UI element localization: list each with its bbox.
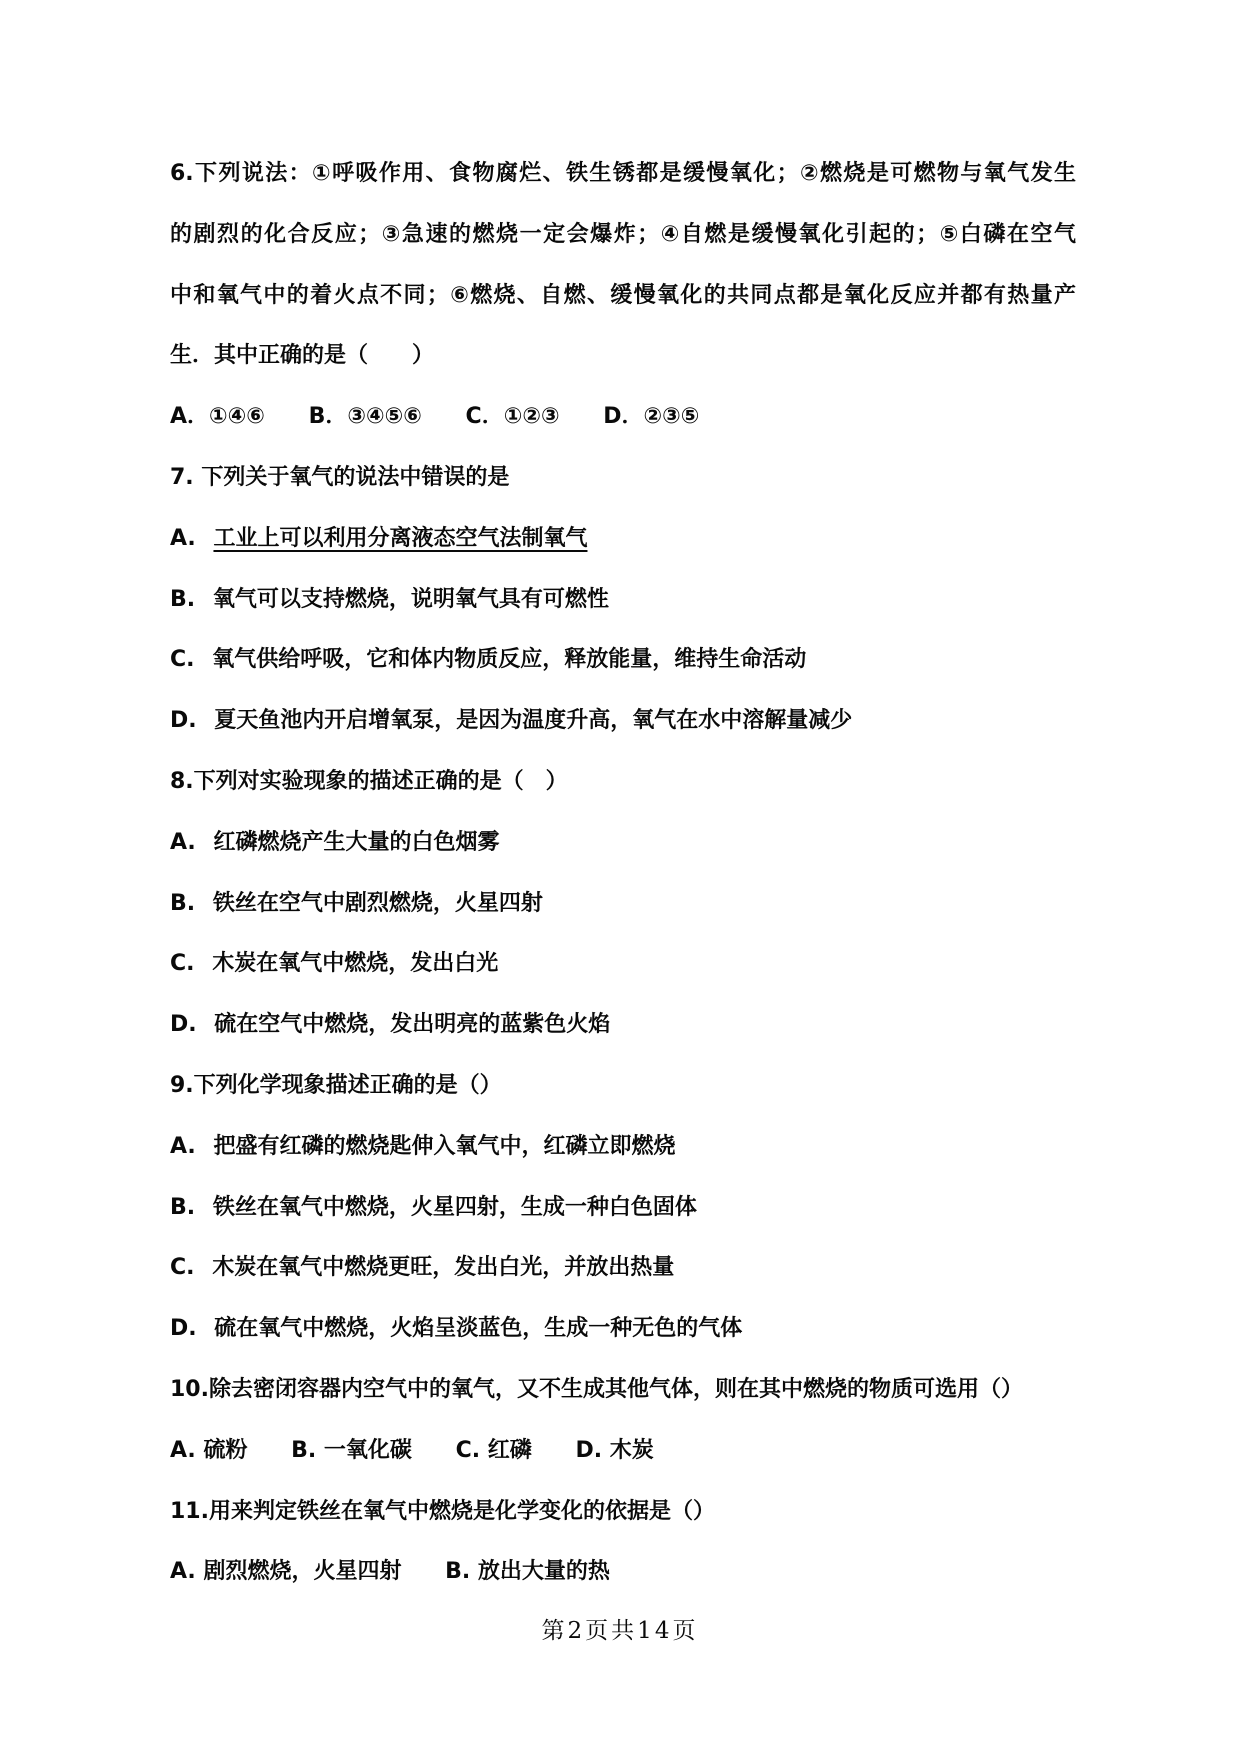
option-text: 工业上可以利用分离液态空气法制氧气 bbox=[213, 525, 588, 551]
question-9-option-b bbox=[170, 1178, 1076, 1239]
option-text: 铁丝在氧气中燃烧，火星四射，生成一种白色固体 bbox=[212, 1194, 697, 1220]
question-8-option-a bbox=[170, 813, 1076, 874]
option-text: 硫在氧气中燃烧，火焰呈淡蓝色，生成一种无色的气体 bbox=[214, 1316, 743, 1342]
question-10-options-row bbox=[170, 1421, 1076, 1482]
option-label: A. bbox=[170, 525, 196, 551]
option-label: D. bbox=[170, 1316, 197, 1342]
question-10-option-d: D. 木炭 bbox=[575, 1437, 654, 1463]
option-label: C. bbox=[170, 1255, 195, 1281]
option-label: B. bbox=[170, 1194, 196, 1220]
question-10-option-c: C. 红磷 bbox=[455, 1437, 532, 1463]
option-text: 夏天鱼池内开启增氧泵，是因为温度升高，氧气在水中溶解量减少 bbox=[214, 708, 853, 734]
option-text: 铁丝在空气中剧烈燃烧，火星四射 bbox=[212, 890, 543, 916]
question-7-option-d bbox=[170, 691, 1076, 752]
option-label: C. bbox=[170, 951, 195, 977]
option-text: 氧气可以支持燃烧，说明氧气具有可燃性 bbox=[212, 586, 609, 612]
question-7-stem: 7. 下列关于氧气的说法中错误的是 bbox=[170, 464, 510, 490]
question-7-option-c bbox=[170, 630, 1076, 691]
option-text: 木炭在氧气中燃烧，发出白光 bbox=[212, 951, 499, 977]
question-11-stem: 11.用来判定铁丝在氧气中燃烧是化学变化的依据是（） bbox=[170, 1498, 715, 1524]
question-7-option-b bbox=[170, 570, 1076, 631]
question-11-options-row bbox=[170, 1542, 1076, 1603]
question-10-option-a: A. 硫粉 bbox=[170, 1437, 248, 1463]
question-8-option-b bbox=[170, 874, 1076, 935]
option-text: 把盛有红磷的燃烧匙伸入氧气中，红磷立即燃烧 bbox=[213, 1133, 676, 1159]
question-8-option-d bbox=[170, 995, 1076, 1056]
option-label: D. bbox=[170, 1012, 197, 1038]
question-6-option-d: D．②③⑤ bbox=[603, 404, 700, 430]
exam-content bbox=[170, 144, 1076, 1603]
question-6-stem-line-3: 中和氧气中的着火点不同；⑥燃烧、自燃、缓慢氧化的共同点都是氧化反应并都有热量产 bbox=[170, 282, 1076, 308]
question-8-option-c bbox=[170, 934, 1076, 995]
question-10-option-b: B. 一氧化碳 bbox=[291, 1437, 412, 1463]
question-6-option-c: C．①②③ bbox=[465, 404, 560, 430]
question-6-option-b: B．③④⑤⑥ bbox=[308, 404, 422, 430]
option-label: B. bbox=[170, 586, 196, 612]
question-6-stem-line-1: 6.下列说法：①呼吸作用、食物腐烂、铁生锈都是缓慢氧化；②燃烧是可燃物与氧气发生 bbox=[170, 161, 1076, 186]
question-10-stem: 10.除去密闭容器内空气中的氧气，又不生成其他气体，则在其中燃烧的物质可选用（） bbox=[170, 1376, 1023, 1402]
question-7-option-a bbox=[170, 509, 1076, 570]
question-9-option-c bbox=[170, 1238, 1076, 1299]
option-label: A. bbox=[170, 829, 196, 855]
question-9-stem: 9.下列化学现象描述正确的是（） bbox=[170, 1072, 502, 1098]
option-text: 氧气供给呼吸，它和体内物质反应，释放能量，维持生命活动 bbox=[212, 647, 807, 673]
option-label: D. bbox=[170, 708, 197, 734]
option-text: 红磷燃烧产生大量的白色烟雾 bbox=[213, 829, 500, 855]
question-9-option-a bbox=[170, 1117, 1076, 1178]
option-label: C. bbox=[170, 647, 195, 673]
page-footer: 第2页共14页 bbox=[541, 1618, 699, 1644]
question-8-stem: 8.下列对实验现象的描述正确的是（ ） bbox=[170, 768, 568, 794]
question-11-option-b: B. 放出大量的热 bbox=[445, 1559, 610, 1585]
question-6-stem-line-2: 的剧烈的化合反应；③急速的燃烧一定会爆炸；④自燃是缓慢氧化引起的；⑤白磷在空气 bbox=[170, 221, 1076, 247]
option-text: 硫在空气中燃烧，发出明亮的蓝紫色火焰 bbox=[214, 1012, 611, 1038]
option-text: 木炭在氧气中燃烧更旺，发出白光，并放出热量 bbox=[212, 1255, 675, 1281]
question-6-options-row bbox=[170, 387, 1076, 448]
option-label: B. bbox=[170, 890, 196, 916]
question-9-option-d bbox=[170, 1299, 1076, 1360]
question-6-stem-line-4: 生．其中正确的是（ ） bbox=[170, 343, 435, 369]
question-6-option-a: A．①④⑥ bbox=[170, 404, 265, 430]
option-label: A. bbox=[170, 1133, 196, 1159]
question-11-option-a: A. 剧烈燃烧，火星四射 bbox=[170, 1559, 402, 1585]
